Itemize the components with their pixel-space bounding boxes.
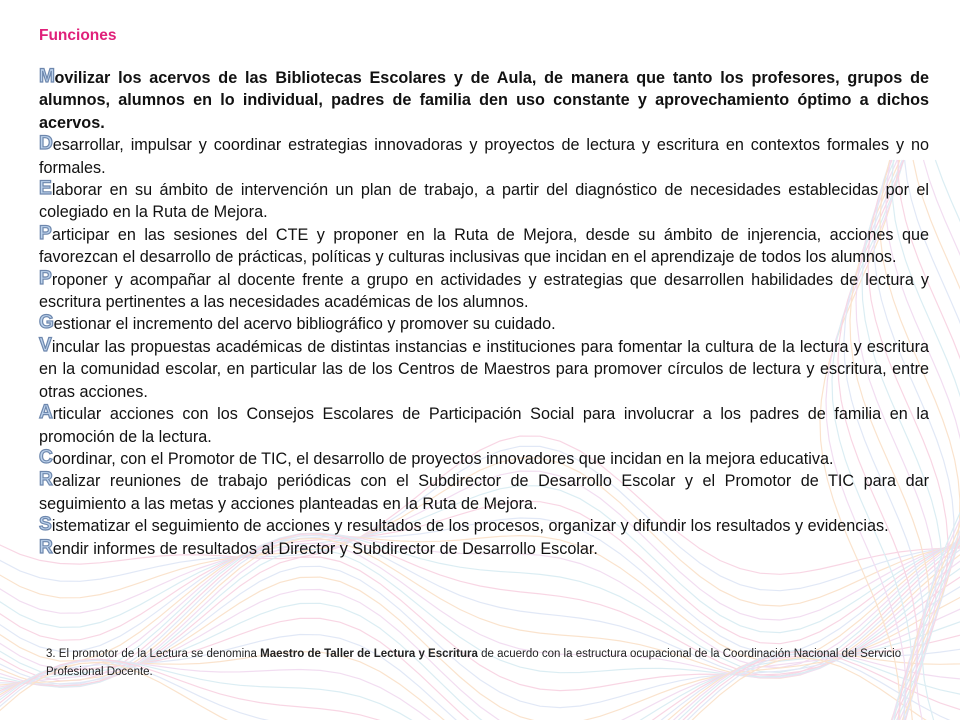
drop-cap-letter: S xyxy=(39,513,52,535)
drop-cap-letter: P xyxy=(39,266,52,289)
function-item xyxy=(39,224,929,269)
function-item xyxy=(39,266,929,314)
function-text: endir informes de resultados al Director y Subdirector de Desarrollo Escolar. xyxy=(52,539,598,558)
drop-cap-letter: D xyxy=(39,132,53,154)
function-item xyxy=(39,403,929,448)
footnote-bold: Maestro de Taller de Lectura y Escritura xyxy=(260,648,478,660)
function-text: istematizar el seguimiento de acciones y resultados de los procesos, organizar y difundir los resultados y evidencias. xyxy=(51,517,889,536)
function-item xyxy=(39,470,929,515)
footnote-before: 3. El promotor de la Lectura se denomina xyxy=(46,648,261,660)
drop-cap-letter: A xyxy=(39,401,53,423)
function-item xyxy=(39,134,929,179)
footnote-after: de acuerdo con la estructura ocupacional de la Coordinación Nacional del Servicio Profesional Docente. xyxy=(46,648,902,678)
function-item xyxy=(39,535,929,560)
footnote xyxy=(46,645,926,681)
function-text: rticular acciones con los Consejos Escolares de Participación Social para involucrar a los padres de familia en la promoción de la lectura. xyxy=(39,405,929,446)
function-text: estionar el incremento del acervo bibliográfico y promover su cuidado. xyxy=(53,315,556,334)
drop-cap-letter: M xyxy=(39,65,55,87)
function-text: oordinar, con el Promotor de TIC, el desarrollo de proyectos innovadores que incidan en la mejora educativa. xyxy=(52,449,834,468)
drop-cap-letter: R xyxy=(39,468,53,490)
function-text: articipar en las sesiones del CTE y proponer en la Ruta de Mejora, desde su ámbito de injerencia, acciones que favorezcan el desarrollo de prácticas, políticas y culturas inclusivas que incidan en el aprendizaje de todos los alumnos. xyxy=(39,225,929,267)
function-text: incular las propuestas académicas de distintas instancias e instituciones para fomentar la cultura de la lectura y escritura en la comunidad escolar, en particular las de los Centros de Maestros para promover círculos de lectura y escritura, entre otras acciones. xyxy=(39,337,929,401)
function-text: roponer y acompañar al docente frente a grupo en actividades y estrategias que desarrollen habilidades de lectura y escritura pertinentes a las necesidades académicas de los alumnos. xyxy=(39,270,929,312)
drop-cap-letter: V xyxy=(39,334,52,356)
function-text: ealizar reuniones de trabajo periódicas con el Subdirector de Desarrollo Escolar y el Promotor de TIC para dar seguimiento a las metas y acciones planteadas en la Ruta de Mejora. xyxy=(39,472,929,513)
function-item xyxy=(39,313,929,335)
drop-cap-letter: C xyxy=(39,446,53,468)
drop-cap-letter: E xyxy=(39,177,52,199)
functions-list xyxy=(39,67,929,560)
function-text: esarrollar, impulsar y coordinar estrategias innovadoras y proyectos de lectura y escritura en contextos formales y no formales. xyxy=(39,136,929,177)
function-item xyxy=(39,67,929,134)
function-item xyxy=(39,448,929,470)
drop-cap-letter: P xyxy=(39,222,52,244)
drop-cap-letter: R xyxy=(39,535,53,558)
drop-cap-letter: G xyxy=(39,311,54,334)
section-title: Funciones xyxy=(39,27,117,44)
function-text: ovilizar los acervos de las Bibliotecas Escolares y de Aula, de manera que tanto los profesores, grupos de alumnos, alumnos en lo individual, padres de familia den uso constante y aprovechamiento óptimo a dichos acervos. xyxy=(39,69,929,132)
function-text: laborar en su ámbito de intervención un plan de trabajo, a partir del diagnóstico de necesidades establecidas por el colegiado en la Ruta de Mejora. xyxy=(39,181,929,222)
function-item xyxy=(39,179,929,224)
function-item xyxy=(39,336,929,403)
function-item xyxy=(39,515,929,537)
